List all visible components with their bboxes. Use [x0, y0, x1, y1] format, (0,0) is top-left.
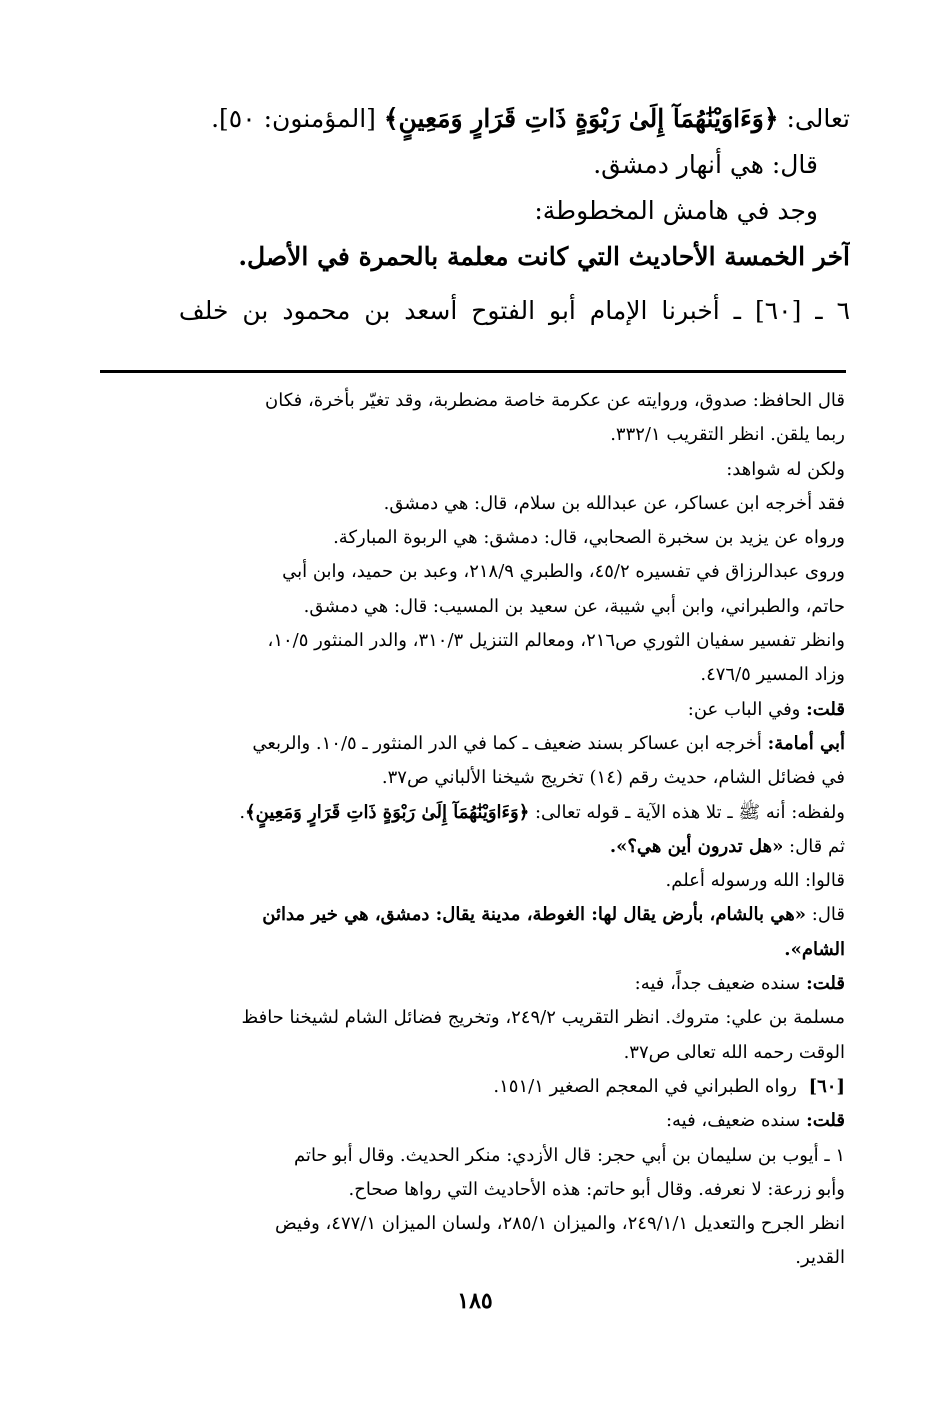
footnote-text: سنده ضعيف، فيه:	[665, 1110, 807, 1132]
main-line-2: قال: هي أنهار دمشق.	[593, 150, 818, 179]
footnote-line: قالوا: الله ورسوله أعلم.	[665, 870, 845, 892]
main-line-3: وجد في هامش المخطوطة:	[534, 196, 818, 225]
footnote-line: وزاد المسير ٤٧٦/٥.	[700, 664, 845, 686]
qultu-label: قلت:	[806, 973, 845, 995]
footnote-line: وروى عبدالرزاق في تفسيره ٤٥/٢، والطبري ٢١٨/٩، وعبد بن حميد، وابن أبي	[282, 561, 845, 583]
footnote-text: قال:	[806, 904, 845, 926]
main-line-1-prefix: تعالى:	[778, 104, 850, 133]
footnote-line	[105, 796, 845, 830]
footnote-line	[105, 933, 845, 967]
footnote-line	[105, 693, 845, 727]
footnote-line: وانظر تفسير سفيان الثوري ص٢١٦، ومعالم التنزيل ٣١٠/٣، والدر المنثور ١٠/٥،	[267, 630, 845, 652]
footnote-line	[105, 967, 845, 1001]
hadith-number-tag: [٦٠]	[808, 1075, 845, 1097]
quran-verse: ﴿وَءَاوَيْنَٰهُمَآ إِلَىٰ رَبْوَةٍ ذَاتِ قَرَارٍ وَمَعِينٍ﴾	[245, 801, 530, 823]
footnote-text: سنده ضعيف جداً، فيه:	[634, 973, 807, 995]
footnote-line: وأبو زرعة: لا نعرفه. وقال أبو حاتم: هذه الأحاديث التي رواها صحاح.	[348, 1178, 845, 1200]
hadith-quote: «هل تدرون أين هي؟».	[609, 835, 784, 857]
footnote-line: ربما يلقن. انظر التقريب ٣٣٢/١.	[610, 424, 845, 446]
hadith-quote: الشام».	[784, 938, 845, 960]
footnote-line	[105, 1104, 845, 1138]
footnote-line	[105, 727, 845, 761]
footnote-line: ورواه عن يزيد بن سخبرة الصحابي، قال: دمشق: هي الربوة المباركة.	[333, 527, 845, 549]
footnote-text: .	[239, 801, 246, 823]
footnote-line: الوقت رحمه الله تعالى ص٣٧.	[623, 1041, 845, 1063]
main-line-5: ٦ ـ [٦٠] ـ أخبرنا الإمام أبو الفتوح أسعد بن محمود بن خلف	[178, 296, 850, 325]
footnote-line: فقد أخرجه ابن عساكر، عن عبدالله بن سلام، قال: هي دمشق.	[383, 492, 845, 514]
footnote-text: رواه الطبراني في المعجم الصغير ١٥١/١.	[493, 1075, 803, 1097]
footnote-line: قال الحافظ: صدوق، وروايته عن عكرمة خاصة مضطربة، وقد تغيّر بأخرة، فكان	[265, 390, 845, 411]
footnote-text: وفي الباب عن:	[687, 698, 807, 720]
main-line-1	[90, 96, 850, 142]
footnote-divider	[100, 370, 846, 373]
footnote-line: ١ ـ أيوب بن سليمان بن أبي حجر: قال الأزدي: منكر الحديث. وقال أبو حاتم	[293, 1144, 845, 1166]
footnote-line: في فضائل الشام، حديث رقم (١٤) تخريج شيخنا الألباني ص٣٧.	[381, 767, 845, 789]
narrator-label: أبي أمامة:	[767, 732, 845, 754]
qultu-label: قلت:	[806, 1110, 845, 1132]
main-text	[90, 96, 850, 334]
qultu-label: قلت:	[806, 698, 845, 720]
page-number: ١٨٥	[457, 1288, 493, 1314]
footnote-text: ولفظه: أنه ﷺ ـ تلا هذه الآية ـ قوله تعالى:	[529, 801, 845, 823]
footnote-line: حاتم، والطبراني، وابن أبي شيبة، عن سعيد بن المسيب: قال: هي دمشق.	[303, 595, 845, 617]
hadith-quote: «هي بالشام، بأرض يقال لها: الغوطة، مدينة يقال: دمشق، هي خير مدائن	[262, 904, 807, 926]
footnote-text: أخرجه ابن عساكر بسند ضعيف ـ كما في الدر المنثور ـ ١٠/٥. والربعي	[252, 732, 768, 754]
footnote-line: ولكن له شواهد:	[726, 458, 845, 480]
main-line-4: آخر الخمسة الأحاديث التي كانت معلمة بالحمرة في الأصل.	[238, 242, 850, 271]
footnote-line	[105, 1070, 845, 1104]
footnotes	[105, 384, 845, 1276]
verse-reference: [المؤمنون: ٥٠].	[211, 104, 384, 133]
footnote-line: مسلمة بن علي: متروك. انظر التقريب ٢٤٩/٢، وتخريج فضائل الشام لشيخنا حافظ	[241, 1007, 845, 1029]
footnote-line: القدير.	[795, 1247, 845, 1269]
footnote-line	[105, 830, 845, 864]
footnote-text: ثم قال:	[783, 835, 845, 857]
footnote-line: انظر الجرح والتعديل ٢٤٩/١/١، والميزان ٢٨٥/١، ولسان الميزان ٤٧٧/١، وفيض	[274, 1213, 845, 1235]
quran-verse: ﴿وَءَاوَيْنَٰهُمَآ إِلَىٰ رَبْوَةٍ ذَاتِ قَرَارٍ وَمَعِينٍ﴾	[383, 104, 779, 133]
footnote-line	[105, 898, 845, 932]
